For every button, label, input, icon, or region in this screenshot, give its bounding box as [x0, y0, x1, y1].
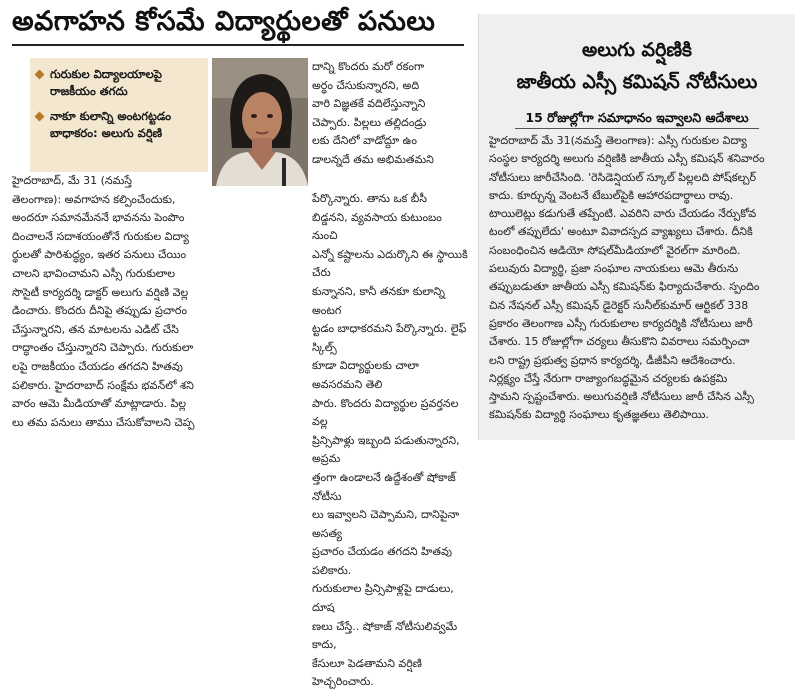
side-article-body: హైదరాబాద్ మే 31(నమస్తే తెలంగాణ): ఎస్సీ గురుకుల విద్యా సంస్థల కార్యదర్శి అలుగు వర్షిణికి జాతీయ ఎస్సీ కమిషన్ శనివారం నోటీసులు జారీచేసింది. 'రెసిడెన్షియల్ స్కూల్ పిల్లలది పోష్‌కల్చర్ కాదు. కూర్చున్న వెంటనే టేబుల్‌పైకి ఆహారపదార్థాలు రావు. టాయిలెట్లు కడుగుతే తప్పేంటి. ఎవరిని వారు చేయడం నేర్పుకోవ టంలో తప్పులేదు' అంటూ వివాదస్పద వ్యాఖ్యలు చేశారు. దీనికి సంబంధించిన ఆడియో సోషల్‌మీడియాలో వైరల్‌గా మారింది. పలువురు విద్యార్థి, ప్రజా సంఘాల నాయకులు ఆమె తీరును తప్పుబడుతూ జాతీయ ఎస్సీ కమిషన్‌కు ఫిర్యాదుచేశారు. స్పందిం చిన నేషనల్ ఎస్సీ కమిషన్ డైరెక్టర్ సునీల్‌కుమార్ ఆర్టికల్ 338 ప్రకారం తెలంగాణ ఎస్సీ గురుకులాల కార్యదర్శికి నోటీసులు జారీ చేశారు. 15 రోజుల్లోగా చర్యలు తీసుకొని వివరాలు సమర్పించా లని రాష్ట్ర ప్రభుత్వ ప్రధాన కార్యదర్శి, డీజీపీని ఆదేశించారు. నిర్లక్ష్యం చేస్తే నేరుగా రాజ్యాంగబద్ధమైన చర్యలకు ఉపక్రమి స్తామని స్పష్టంచేశారు. అలుగువర్షిణి నోటీసులు జారీ చేసిన ఎస్సీ కమిషన్‌కు విద్యార్థి సంఘాలు కృతజ్ఞతలు తెలిపాయి.: [489, 134, 765, 422]
subheadline-rule: [515, 128, 759, 129]
diamond-bullet-icon: [35, 70, 45, 80]
article-column: హైదరాబాద్, మే 31 (నమస్తే తెలంగాణ): అవగాహన కల్పించేందుకు, అందరూ సమానమేననే భావనను పెంపొం దించాలనే సదాశయంతోనే గురుకుల విద్యా ర్థులతో పారిశుద్ధ్యం, ఇతర పనులు చేయిం చాలని భావించామని ఎస్సీ గురుకులాల సొసైటీ కార్యదర్శి డాక్టర్ అలుగు వర్షిణి వెల్ల డించారు. కొందరు దీనిపై తప్పుడు ప్రచారం చేస్తున్నారని, తన మాటలను ఎడిట్ చేసి రాద్ధాంతం చేస్తున్నారని చెప్పారు. గురుకులా లపై రాజకీయం చేయడం తగదని హితవు పలికారు. హైదరాబాద్ సంక్షేమ భవన్‌లో శని వారం ఆమె మీడియాతో మాట్లాడారు. పిల్ల లు తమ పనులు తాము చేసుకోవాలని చెప్ప: [12, 174, 195, 429]
article-column: దాన్ని కొందరు మరో రకంగా అర్థం చేసుకున్నారని, అది వారి విజ్ఞతకే వదిలేస్తున్నాని చెప్పారు. పిల్లలు తల్లిదండ్రు లకు దేనిలో వాడోద్దూ ఉం డాలన్నదే తమ అభిమతమని: [312, 60, 434, 166]
highlight-text: గురుకుల విద్యాలయాలపై రాజకీయం తగదు: [50, 67, 162, 98]
highlight-item: [30, 58, 208, 100]
diamond-bullet-icon: [35, 112, 45, 122]
side-subheadline: 15 రోజుల్లోగా సమాధానం ఇవ్వాలని ఆదేశాలు: [525, 110, 749, 125]
article-column: పేర్కొన్నారు. తాను ఒక బీసీ బిడ్డనని, వ్యవసాయ కుటుంబం నుంచి ఎన్నో కష్టాలను ఎదుర్కొని ఈ స్థాయికి చేరు కున్నానని, కానీ తనకూ కులాన్ని అంటగ ట్టడం బాధాకరమని పేర్కొన్నారు. లైఫ్ స్కిల్స్ కూడా విద్యార్థులకు చాలా అవసరమని తెలి పారు. కొందరు విద్యార్థుల ప్రవర్తనల వల్ల ప్రిన్సిపాళ్లు ఇబ్బంది పడుతున్నారని, అప్రమ త్తంగా ఉండాలనే ఉద్దేశంతో షోకాజ్ నోటీసు లు ఇవ్వాలని చెప్పామని, దానిపైనా అసత్య ప్రచారం చేయడం తగదని హితవు పలికారు. గురుకులాల ప్రిన్సిపాళ్లపై దాడులు, దూష ణలు చేస్తే.. షోకాజ్ నోటీసులివ్వమే కాదు, కేసులూ పెడతామని వర్షిణి హెచ్చరించారు.: [312, 192, 468, 689]
side-headline-line: జాతీయ ఎస్సీ కమిషన్ నోటీసులు: [516, 71, 758, 93]
highlights-box: [30, 58, 208, 172]
headline-rule: [12, 44, 464, 46]
main-headline: అవగాహన కోసమే విద్యార్థులతో పనులు: [12, 6, 436, 37]
side-headline-line: అలుగు వర్షిణికి: [582, 39, 692, 61]
side-article: [478, 14, 795, 440]
highlight-text: నాకూ కులాన్ని అంటగట్టడం బాధాకరం: అలుగు వర్షిణి: [50, 109, 172, 140]
person-portrait-icon: [212, 58, 308, 186]
portrait-photo: [212, 58, 308, 186]
side-headline: [479, 34, 795, 98]
highlight-item: [30, 100, 208, 142]
